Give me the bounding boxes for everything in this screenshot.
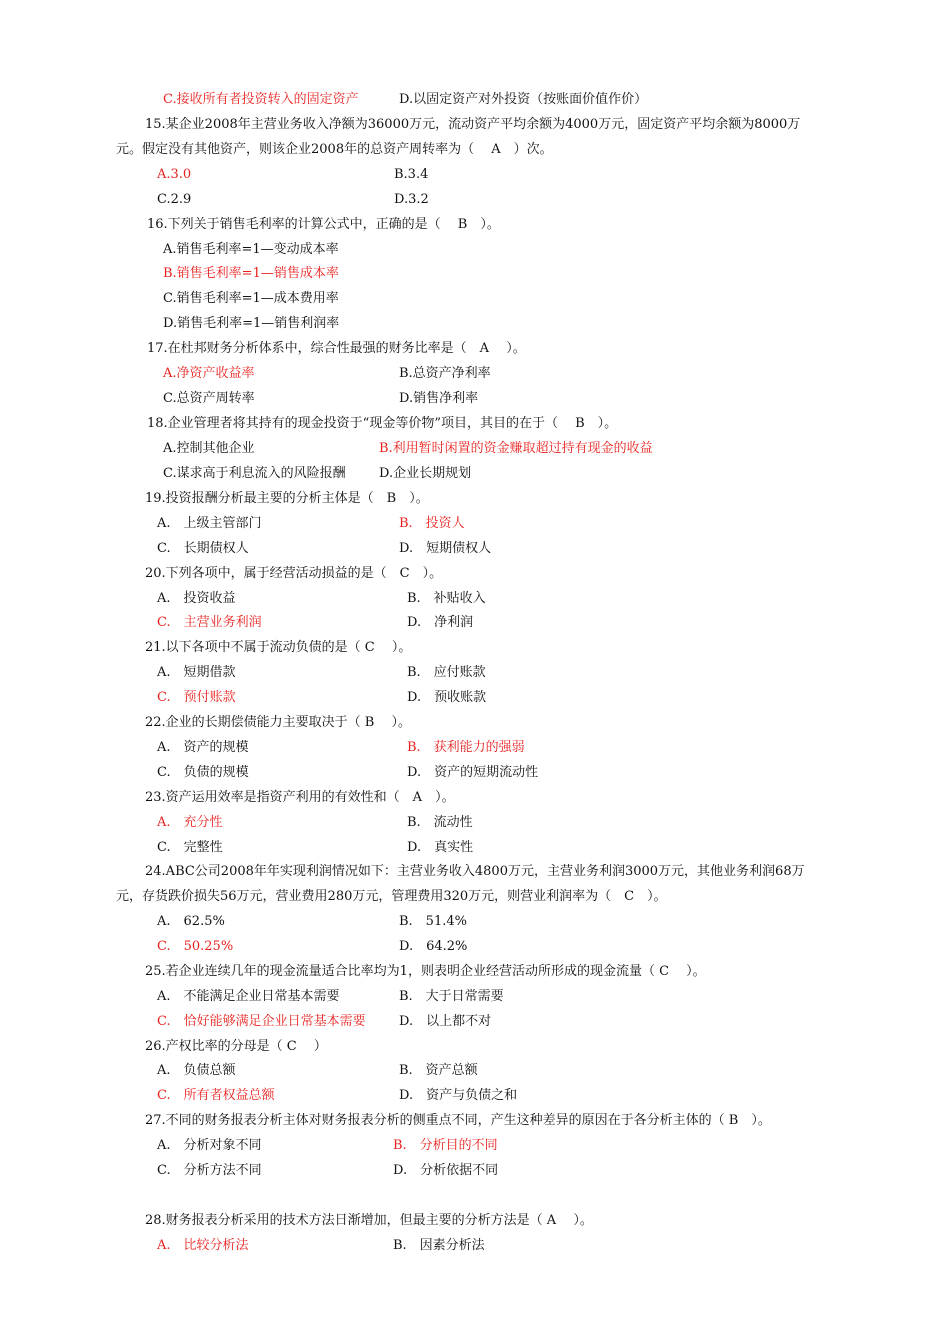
option-a: A. 分析对象不同	[157, 1138, 262, 1153]
option-d: D.以固定资产对外投资（按账面价值作价）	[399, 92, 648, 107]
option-a: A. 上级主管部门	[157, 516, 262, 531]
question-21: 21.以下各项中不属于流动负债的是（ C ）。	[145, 640, 412, 655]
option-b: B. 51.4%	[399, 914, 467, 929]
question-26: 26.产权比率的分母是（ C ）	[145, 1039, 327, 1054]
option-b: B. 资产总额	[399, 1063, 478, 1078]
option-c: C. 分析方法不同	[157, 1163, 262, 1178]
option-a: A.净资产收益率	[163, 366, 255, 381]
question-20: 20.下列各项中，属于经营活动损益的是（ C ）。	[145, 566, 443, 581]
option-a: A.控制其他企业	[163, 441, 255, 456]
option-b: B. 分析目的不同	[393, 1138, 498, 1153]
question-24-cont: 元，存货跌价损失56万元，营业费用280万元，管理费用320万元，则营业利润率为（ C ）。	[116, 889, 667, 904]
option-d: D. 资产的短期流动性	[407, 765, 539, 780]
option-d: D. 64.2%	[399, 939, 468, 954]
option-a: A. 投资收益	[157, 591, 236, 606]
option-b: B. 大于日常需要	[399, 989, 504, 1004]
option-b: B. 投资人	[399, 516, 465, 531]
option-b: B.3.4	[394, 167, 429, 182]
option-b: B.利用暂时闲置的资金赚取超过持有现金的收益	[379, 441, 653, 456]
option-c: C. 负债的规模	[157, 765, 249, 780]
option-d: D. 预收账款	[407, 690, 487, 705]
option-b: B. 应付账款	[407, 665, 486, 680]
option-c: C. 长期债权人	[157, 541, 249, 556]
question-24: 24.ABC公司2008年年实现利润情况如下：主营业务收入4800万元，主营业务利润3000万元，其他业务利润68万	[145, 864, 805, 879]
option-a: A. 资产的规模	[157, 740, 249, 755]
option-d: D. 分析依据不同	[393, 1163, 499, 1178]
option-d: D. 净利润	[407, 615, 474, 630]
question-15: 15.某企业2008年主营业务收入净额为36000万元，流动资产平均余额为4000万元，固定资产平均余额为8000万	[145, 117, 801, 132]
option-c: C.销售毛利率=1—成本费用率	[163, 291, 339, 306]
option-d: D. 短期债权人	[399, 541, 492, 556]
option-a: A. 不能满足企业日常基本需要	[157, 989, 340, 1004]
question-15-cont: 元。假定没有其他资产，则该企业2008年的总资产周转率为（ A ）次。	[116, 142, 553, 157]
option-b: B. 补贴收入	[407, 591, 486, 606]
option-b: B.销售毛利率=1—销售成本率	[163, 266, 339, 281]
question-22: 22.企业的长期偿债能力主要取决于（ B ）。	[145, 715, 411, 730]
option-c: C. 所有者权益总额	[157, 1088, 275, 1103]
option-d: D. 真实性	[407, 840, 474, 855]
option-b: B. 因素分析法	[393, 1238, 485, 1253]
option-c: C. 完整性	[157, 840, 223, 855]
question-19: 19.投资报酬分析最主要的分析主体是（ B ）。	[145, 491, 429, 506]
option-d: D.销售净利率	[399, 391, 479, 406]
option-d: D.3.2	[394, 192, 429, 207]
option-c: C.接收所有者投资转入的固定资产	[163, 92, 359, 107]
option-a: A. 负债总额	[157, 1063, 236, 1078]
question-18: 18.企业管理者将其持有的现金投资于“现金等价物”项目，其目的在于（ B ）。	[147, 416, 618, 431]
option-b: B. 流动性	[407, 815, 473, 830]
option-a: A. 比较分析法	[157, 1238, 249, 1253]
option-d: D.企业长期规划	[379, 466, 472, 481]
option-d: D.销售毛利率=1—销售利润率	[163, 316, 340, 331]
question-17: 17.在杜邦财务分析体系中，综合性最强的财务比率是（ A ）。	[147, 341, 526, 356]
question-28: 28.财务报表分析采用的技术方法日渐增加，但最主要的分析方法是（ A ）。	[145, 1213, 593, 1228]
option-c: C. 恰好能够满足企业日常基本需要	[157, 1014, 366, 1029]
question-23: 23.资产运用效率是指资产利用的有效性和（ A ）。	[145, 790, 455, 805]
option-c: C.谋求高于利息流入的风险报酬	[163, 466, 346, 481]
option-d: D. 资产与负债之和	[399, 1088, 518, 1103]
option-a: A.3.0	[157, 167, 192, 182]
option-c: C.总资产周转率	[163, 391, 255, 406]
option-c: C. 50.25%	[157, 939, 234, 954]
question-16: 16.下列关于销售毛利率的计算公式中，正确的是（ B ）。	[147, 217, 500, 232]
option-c: C. 主营业务利润	[157, 615, 262, 630]
question-27: 27.不同的财务报表分析主体对财务报表分析的侧重点不同，产生这种差异的原因在于各分析主体的（ B ）。	[145, 1113, 771, 1128]
option-a: A. 62.5%	[157, 914, 225, 929]
option-a: A.销售毛利率=1—变动成本率	[163, 242, 339, 257]
option-a: A. 充分性	[157, 815, 223, 830]
option-b: B.总资产净利率	[399, 366, 491, 381]
option-c: C. 预付账款	[157, 690, 236, 705]
option-a: A. 短期借款	[157, 665, 236, 680]
question-25: 25.若企业连续几年的现金流量适合比率均为1，则表明企业经营活动所形成的现金流量（ C ）。	[145, 964, 706, 979]
option-b: B. 获利能力的强弱	[407, 740, 525, 755]
option-d: D. 以上都不对	[399, 1014, 492, 1029]
option-c: C.2.9	[157, 192, 192, 207]
